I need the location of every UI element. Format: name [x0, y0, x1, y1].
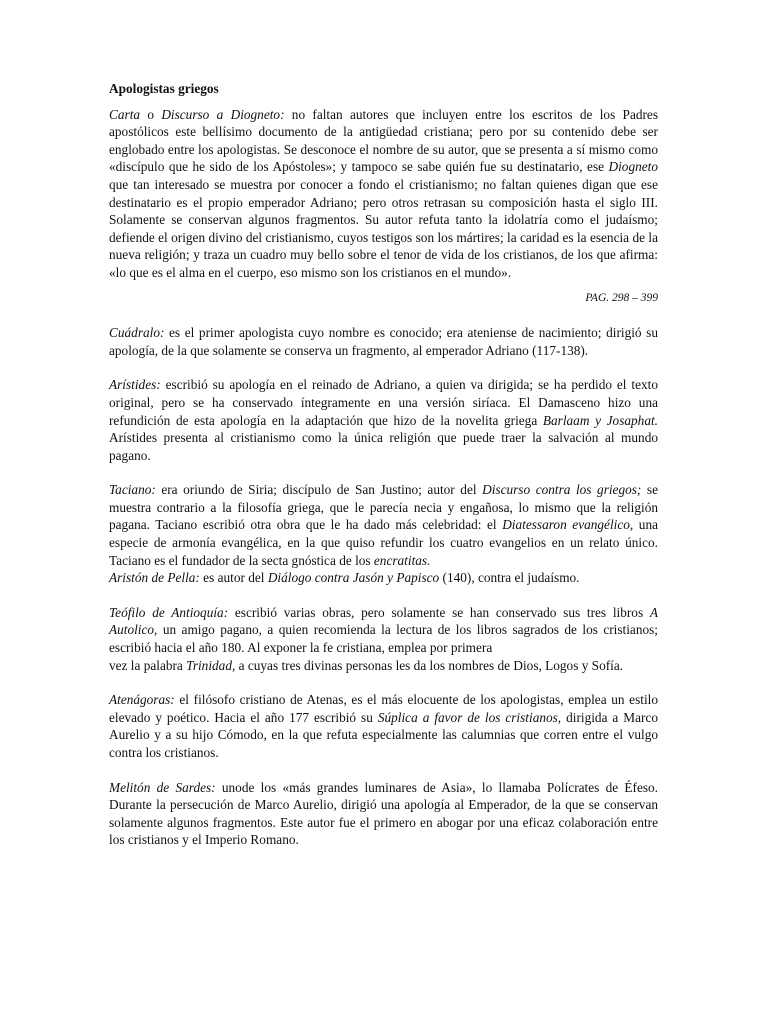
paragraph-teofilo — [109, 604, 658, 657]
work-title: Discurso contra los griegos; — [482, 482, 642, 498]
body-text: es autor del — [199, 570, 268, 586]
term: Trinidad, — [186, 657, 236, 673]
work-title: A Autolico, — [109, 604, 659, 638]
author-name: Taciano: — [109, 482, 156, 498]
spacer — [109, 762, 658, 779]
body-text: escribió su apología en el reinado de Adriano, a quien va dirigida; se ha perdido el texto original, pero se ha conservado íntegramente en una versión siríaca. El Damasceno hizo una refundición de esta apología en la adaptación que hizo de la novelita griega — [109, 377, 658, 428]
work-title: Súplica a favor de los cristianos, — [377, 709, 562, 725]
body-text: unode los «más grandes luminares de Asia», lo llamaba Polícrates de Éfeso. Durante la persecución de Marco Aurelio, dirigió una apología al Emperador, de la que se conservan solamente algunos fragmentos. Este autor fue el primero en abogar por una eficaz colaboración entre los cristianos y el Imperio Romano. — [109, 779, 659, 848]
page-reference: PAG. 298 – 399 — [585, 291, 658, 304]
work-title: Discurso a Diogneto: — [161, 106, 285, 122]
author-name: Teófilo de Antioquía: — [109, 604, 229, 620]
body-text: (140), contra el judaísmo. — [439, 570, 580, 586]
spacer — [109, 307, 658, 324]
body-text: una especie de armonía evangélica, en la que quiso refundir los cuatro evangelios en un relato único. Taciano es el fundador de la secta gnóstica de los — [109, 517, 658, 568]
body-text: el filósofo cristiano de Atenas, es el más elocuente de los apologistas, emplea un estilo elevado y poético. Hacia el año 177 escribió su — [109, 692, 658, 725]
paragraph-taciano — [109, 481, 658, 569]
work-title: Diálogo contra Jasón y Papisco — [267, 570, 440, 586]
body-text: que tan interesado se muestra por conocer a fondo el cristianismo; no faltan quienes digan que ese destinatario es el propio emperador Adriano; pero otros retrasan su composición hasta el siglo III. Solamente se conservan algunos fragmentos. Su autor refuta tanto la idolatría como el judaísmo; defiende el origen divino del cristianismo, cuyos testigos son los mártires; la caridad es la esencia de la nueva religión; y traza un cuadro muy bello sobre el tenor de vida de los cristianos, de los que afirma: «lo que es el alma en el cuerpo, eso mismo son los cristianos en el mundo». — [109, 176, 658, 280]
paragraph-diogneto — [109, 106, 658, 282]
paragraph-meliton — [109, 779, 658, 849]
spacer — [109, 587, 658, 604]
work-title: Carta — [109, 106, 141, 122]
paragraph-teofilo-continued — [109, 657, 658, 675]
author-name: Arístides: — [109, 377, 161, 393]
body-text: no faltan autores que incluyen entre los escritos de los Padres apostólicos este bellísimo documento de la antigüedad cristiana; pero por su contenido debe ser englobado entre los apologistas. Se desconoce el nombre de su autor, que se presenta a sí mismo como «discípulo que he sido de los Apóstoles»; y tampoco se sabe quién fue su destinatario, ese — [109, 106, 659, 175]
paragraph-atenagoras — [109, 691, 658, 761]
connector-text: o — [140, 106, 162, 122]
document-page — [109, 80, 658, 849]
body-text: a cuyas tres divinas personas les da los nombres de Dios, Logos y Sofía. — [235, 657, 624, 673]
body-text: un amigo pagano, a quien recomienda la lectura de los libros sagrados de los cristianos; escribió hacia el año 180. Al exponer la fe cristiana, emplea por primera — [109, 622, 658, 656]
author-name: Cuádralo: — [109, 325, 165, 341]
spacer — [109, 674, 658, 691]
paragraph-aristides — [109, 376, 658, 464]
paragraph-ariston — [109, 569, 658, 587]
body-text: era oriundo de Siria; discípulo de San Justino; autor del — [155, 482, 483, 498]
paragraph-cuadralo — [109, 324, 658, 359]
body-text: Arístides presenta al cristianismo como la única religión que puede traer la salvación al mundo pagano. — [109, 430, 658, 463]
spacer — [109, 359, 658, 376]
author-name: Atenágoras: — [109, 692, 175, 708]
body-text: dirigida a Marco Aurelio y a su hijo Cómodo, en la que refuta especialmente las calumnias que corren entre el vulgo contra los cristianos. — [109, 709, 659, 760]
spacer — [109, 464, 658, 481]
person-name: Diogneto — [608, 159, 658, 175]
sect-name: encratitas. — [373, 552, 431, 568]
body-text: es el primer apologista cuyo nombre es conocido; era ateniense de nacimiento; dirigió su apología, de la que solamente se conserva un fragmento, al emperador Adriano (117-138). — [109, 325, 658, 358]
work-title: Diatessaron evangélico, — [502, 517, 634, 533]
body-text: vez la palabra — [109, 657, 187, 673]
work-title: Barlaam y Josaphat. — [542, 412, 658, 428]
author-name: Melitón de Sardes: — [109, 779, 216, 795]
body-text: escribió varias obras, pero solamente se han conservado sus tres libros — [228, 604, 650, 620]
section-title: Apologistas griegos — [109, 81, 219, 96]
body-text: se muestra contrario a la filosofía griega, que le parecía necia y engañosa, lo mismo que la religión pagana. Taciano escribió otra obra que le ha dado más celebridad: el — [109, 482, 659, 533]
author-name: Aristón de Pella: — [109, 570, 200, 586]
